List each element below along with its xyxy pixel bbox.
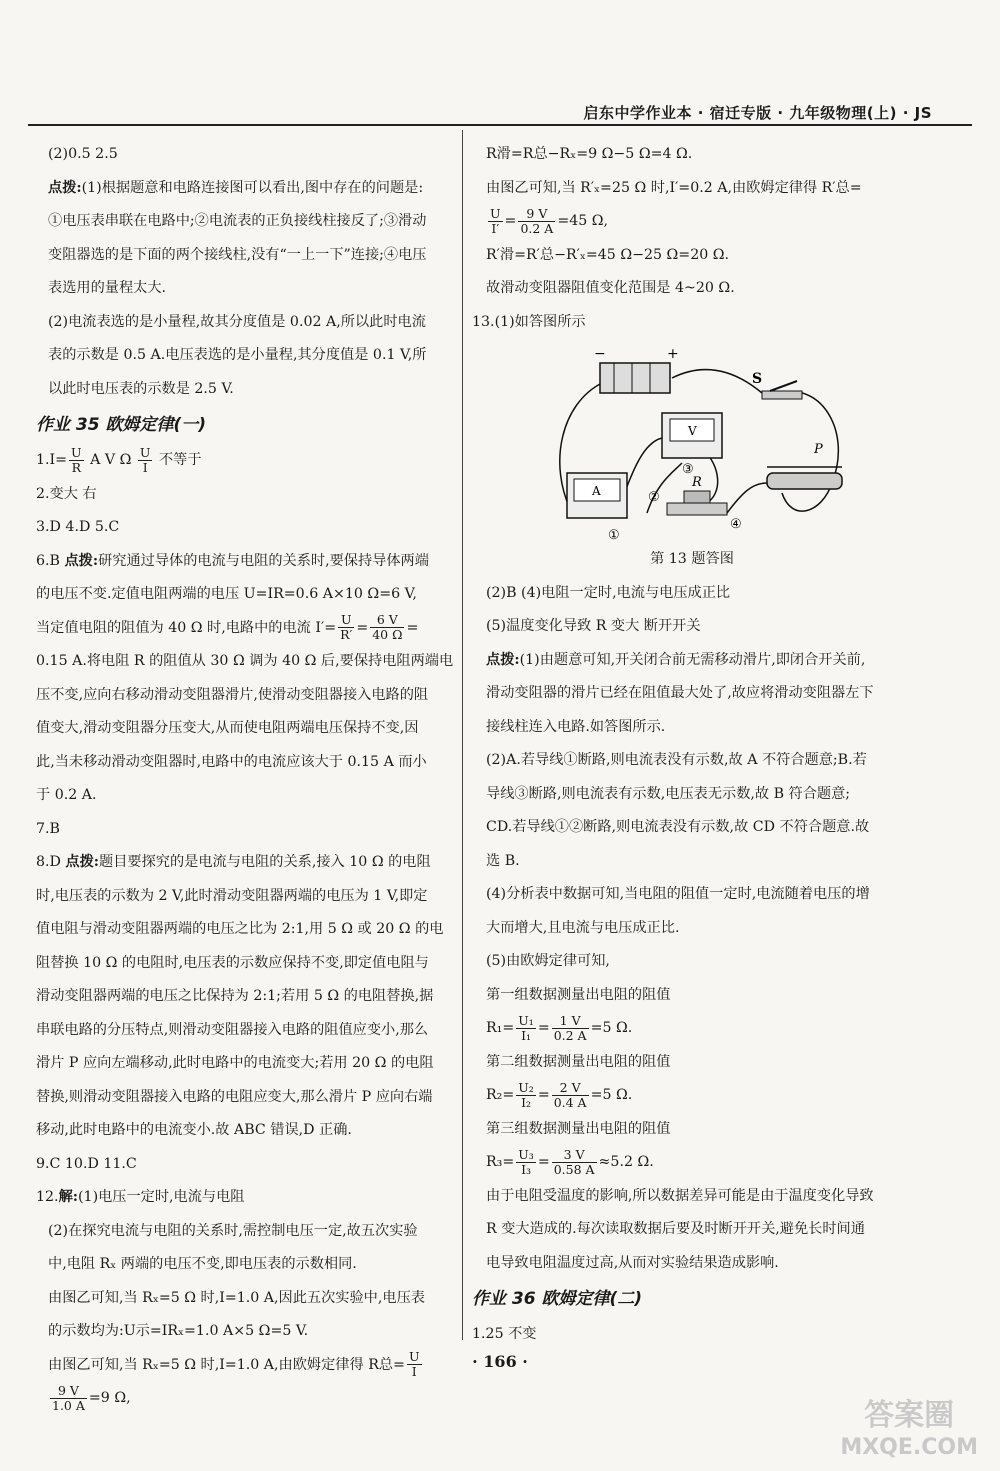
fraction — [50, 1384, 87, 1413]
fraction — [488, 207, 503, 236]
text-line: 此,当未移动滑动变阻器时,电路中的电流应该大于 0.15 A 而小 — [36, 753, 427, 770]
numerator: 1 V — [552, 1014, 589, 1029]
text-span: 不等于 — [154, 452, 202, 468]
text-span: =9 Ω, — [88, 1390, 131, 1406]
voltmeter-label: V — [688, 424, 697, 438]
page-header — [28, 98, 972, 126]
text-line: 中,电阻 Rₓ 两端的电压不变,即电压表的示数相同. — [48, 1256, 357, 1272]
text-span: 研究通过导体的电流与电阻的关系时,要保持导体两端 — [98, 552, 429, 569]
text-line: (5)温度变化导致 R 变大 断开开关 — [486, 618, 701, 634]
text-line: R滑=R总−Rₓ=9 Ω−5 Ω=4 Ω. — [486, 146, 693, 162]
text-line: 滑动变阻器的滑片已经在阻值最大处了,故应将滑动变阻器左下 — [486, 685, 874, 701]
fraction — [518, 207, 555, 236]
numerator: 6 V — [370, 613, 404, 628]
denominator: 40 Ω — [372, 627, 403, 642]
denominator: 0.2 A — [520, 220, 554, 236]
text-line — [472, 1079, 912, 1113]
text-span: 由图乙可知,当 Rₓ=5 Ω 时,I=1.0 A,由欧姆定律得 R总= — [48, 1356, 405, 1373]
resistor-label: R — [692, 475, 702, 490]
text-line — [472, 205, 912, 239]
text-line: ①电压表串联在电路中;②电流表的正负接线柱接反了;③滑动 — [48, 213, 427, 229]
hint-label: 点拨: — [48, 179, 82, 196]
wire-4 — [727, 483, 767, 513]
numerator: U — [71, 444, 82, 460]
wire-3-label: ③ — [682, 462, 694, 477]
wire-2-label: ② — [648, 490, 660, 505]
text-line: 的电压不变.定值电阻两端的电压 U=IR=0.6 A×10 Ω=6 V, — [36, 586, 417, 602]
denominator: R — [71, 459, 82, 475]
text-line: 由图乙可知,当 R′ₓ=25 Ω 时,I′=0.2 A,由欧姆定律得 R′总= — [486, 179, 862, 196]
text-line: 由于电阻受温度的影响,所以数据差异可能是由于温度变化导致 — [486, 1187, 874, 1204]
text-span: = — [406, 619, 419, 636]
q-number: 6.B — [36, 552, 65, 569]
numerator: 3 V — [552, 1148, 597, 1163]
text-span: (1)由题意可知,开关闭合前无需移动滑片,即闭合开关前, — [519, 651, 866, 668]
ammeter-label: A — [592, 484, 601, 498]
answer-2: 2.变大 右 — [36, 485, 97, 502]
denominator: 0.4 A — [553, 1094, 587, 1110]
numerator: U₁ — [518, 1012, 534, 1028]
circuit-svg — [552, 343, 852, 543]
switch-icon — [762, 391, 802, 399]
text-line: CD.若导线①②断路,则电流表没有示数,故 CD 不符合题意.故 — [486, 819, 870, 835]
text-line: 值电阻与滑动变阻器两端的电压之比为 2:1,用 5 Ω 或 20 Ω 的电 — [36, 921, 444, 937]
denominator: I′ — [491, 220, 500, 236]
text-line: 大而增大,且电流与电压成正比. — [486, 919, 680, 936]
hint-label: 点拨: — [65, 854, 100, 870]
numerator: U — [338, 613, 354, 628]
text-span: 当定值电阻的阻值为 40 Ω 时,电路中的电流 I′= — [36, 619, 337, 636]
text-line: 阻替换 10 Ω 的电阻时,电压表的示数应保持不变,即定值电阻与 — [36, 954, 429, 971]
denominator: 0.2 A — [553, 1027, 587, 1043]
text-line: 滑片 P 应向左端移动,此时电路中的电流变大;若用 20 Ω 的电阻 — [36, 1055, 434, 1071]
text-line — [472, 1146, 912, 1180]
text-span: R₃= — [486, 1154, 515, 1170]
text-line: (2)A.若导线①断路,则电流表没有示数,故 A 不符合题意;B.若 — [486, 752, 867, 768]
rheostat-icon — [767, 473, 842, 489]
text-line: (5)由欧姆定律可知, — [486, 953, 610, 969]
text-line: 0.15 A.将电阻 R 的阻值从 30 Ω 调为 40 Ω 后,要保持电阻两端电 — [36, 653, 454, 669]
text-line: 替换,则滑动变阻器接入电路的电阻应变大,那么滑片 P 应向右端 — [36, 1088, 433, 1105]
text-line: 滑动变阻器两端的电压之比保持为 2:1;若用 5 Ω 的电阻替换,据 — [36, 988, 434, 1004]
text-line: 由图乙可知,当 Rₓ=5 Ω 时,I=1.0 A,因此五次实验中,电压表 — [48, 1289, 425, 1306]
numerator: U₃ — [518, 1146, 534, 1162]
text-line: 第一组数据测量出电阻的阻值 — [486, 986, 671, 1003]
numerator: 2 V — [552, 1081, 589, 1096]
slider-label: P — [814, 442, 823, 457]
text-line — [36, 545, 456, 579]
denominator: R′ — [340, 627, 353, 642]
fraction — [138, 446, 153, 475]
fraction — [516, 1014, 536, 1043]
answer-9-11: 9.C 10.D 11.C — [36, 1155, 137, 1172]
answer-1 — [36, 444, 456, 478]
text-line — [472, 644, 912, 678]
formula-text: I= — [49, 452, 68, 468]
denominator: I₃ — [521, 1161, 532, 1177]
figure-caption: 第 13 题答图 — [650, 551, 734, 567]
text-line: 值变大,滑动变阻器分压变大,从而使电阻两端电压保持不变,因 — [36, 720, 419, 736]
resistor-base — [667, 503, 727, 515]
wire — [672, 370, 762, 393]
resistor-icon — [684, 491, 710, 503]
q-number: 12. — [36, 1189, 59, 1205]
watermark-logo — [840, 1400, 978, 1464]
text-span: = — [537, 1020, 550, 1036]
text-span: = — [537, 1154, 550, 1170]
numerator: U — [139, 444, 151, 460]
text-line: 时,电压表的示数为 2 V,此时滑动变阻器两端的电压为 1 V,即定 — [36, 887, 428, 904]
text-line: (2)电流表选的是小量程,故其分度值是 0.02 A,所以此时电流 — [48, 313, 426, 330]
text-span: A V Ω — [85, 452, 136, 468]
battery-plus-label: + — [667, 346, 679, 362]
text-line: 变阻器选的是下面的两个接线柱,没有“一上一下”连接;④电压 — [48, 246, 427, 263]
column-divider — [462, 130, 463, 1340]
text-line: R′滑=R′总−R′ₓ=45 Ω−25 Ω=20 Ω. — [486, 246, 730, 263]
watermark-url: MXQE.COM — [840, 1435, 978, 1460]
denominator: I₂ — [521, 1094, 532, 1110]
text-span: 题目要探究的是电流与电阻的关系,接入 10 Ω 的电阻 — [99, 854, 431, 870]
text-span: R₂= — [486, 1087, 515, 1103]
text-line: 第三组数据测量出电阻的阻值 — [486, 1120, 671, 1137]
text-line — [36, 172, 456, 206]
text-line: 电导致电阻温度过高,从而对实验结果造成影响. — [486, 1254, 779, 1271]
header-title: 启东中学作业本 · 宿迁专版 · 九年级物理(上) · JS — [583, 104, 932, 122]
wire-4-label: ④ — [730, 517, 742, 532]
text-span: =5 Ω. — [590, 1087, 633, 1103]
text-line — [36, 612, 456, 646]
text-line: 导线③断路,则电流表有示数,电压表无示数,故 B 符合题意; — [486, 785, 851, 802]
text-span: = — [504, 213, 517, 229]
switch-lever — [770, 381, 797, 391]
fraction — [552, 1014, 589, 1043]
numerator: U₂ — [518, 1079, 534, 1095]
denominator: 1.0 A — [52, 1397, 85, 1413]
wire — [782, 392, 838, 511]
q-number: 1. — [36, 452, 50, 468]
text-line: 以此时电压表的示数是 2.5 V. — [48, 380, 234, 397]
fraction — [338, 613, 354, 642]
fraction — [69, 446, 84, 475]
text-line — [472, 1012, 912, 1046]
fraction — [552, 1081, 589, 1110]
answer-3-5: 3.D 4.D 5.C — [36, 519, 120, 535]
solution-label: 解: — [58, 1189, 79, 1205]
hint-label: 点拨: — [64, 552, 99, 569]
fraction — [516, 1081, 536, 1110]
denominator: I — [142, 459, 148, 475]
text-line: 表选用的量程太大. — [48, 280, 167, 296]
numerator: 9 V — [518, 207, 555, 222]
denominator: 0.58 A — [553, 1161, 595, 1177]
right-column — [472, 138, 912, 1352]
text-line: 选 B. — [486, 852, 520, 869]
text-line — [36, 1181, 456, 1215]
battery-icon — [600, 363, 670, 393]
text-line: 表的示数是 0.5 A.电压表选的是小量程,其分度值是 0.1 V,所 — [48, 347, 427, 363]
denominator: I₁ — [521, 1027, 532, 1043]
switch-label: S — [752, 371, 763, 387]
text-line: (4)分析表中数据可知,当电阻的阻值一定时,电流随着电压的增 — [486, 886, 870, 902]
numerator: U — [408, 1349, 420, 1364]
numerator: 9 V — [50, 1384, 87, 1399]
battery-minus-label: − — [594, 346, 606, 362]
text-span: = — [537, 1087, 550, 1103]
fraction — [370, 613, 404, 642]
watermark-text: 答案圈 — [864, 1398, 955, 1433]
answer-7: 7.B — [36, 820, 60, 837]
page-number: · 166 · — [472, 1352, 528, 1371]
denominator: I — [411, 1364, 417, 1379]
text-line — [36, 1382, 456, 1416]
text-span: =45 Ω, — [557, 213, 609, 229]
text-line: 移动,此时电路中的电流变小.故 ABC 错误,D 正确. — [36, 1122, 352, 1138]
wire-1-label: ① — [608, 528, 620, 543]
text-line: (2)B (4)电阻一定时,电流与电压成正比 — [486, 584, 731, 601]
answer-13: 13.(1)如答图所示 — [472, 313, 586, 330]
text-line — [36, 846, 456, 880]
text-span: ≈5.2 Ω. — [598, 1154, 654, 1170]
hint-label: 点拨: — [486, 651, 520, 668]
text-line: 接线柱连入电路.如答图所示. — [486, 718, 666, 735]
section-title-35: 作业 35 欧姆定律(一) — [36, 415, 207, 435]
section-title-36: 作业 36 欧姆定律(二) — [472, 1289, 643, 1309]
fraction — [552, 1148, 597, 1177]
numerator: U — [490, 205, 501, 221]
text-span: (1)电压一定时,电流与电阻 — [78, 1189, 245, 1205]
text-span: R₁= — [486, 1020, 515, 1036]
answer-1: 1.25 不变 — [472, 1326, 537, 1342]
text-line: 于 0.2 A. — [36, 787, 97, 803]
text-span: =5 Ω. — [590, 1020, 633, 1036]
text-line: (2)在探究电流与电阻的关系时,需控制电压一定,故五次实验 — [48, 1222, 418, 1239]
text-line: 串联电路的分压特点,则滑动变阻器接入电路的阻值应变小,那么 — [36, 1021, 429, 1038]
text-line: 压不变,应向右移动滑动变阻器滑片,使滑动变阻器接入电路的阻 — [36, 686, 429, 703]
text-span: = — [356, 619, 369, 636]
text-line: 的示数均为:U示=IRₓ=1.0 A×5 Ω=5 V. — [48, 1323, 309, 1339]
text-line: 故滑动变阻器阻值变化范围是 4~20 Ω. — [486, 280, 735, 296]
text-line: (2)0.5 2.5 — [48, 146, 118, 162]
text-line: R 变大造成的.每次读取数据后要及时断开开关,避免长时间通 — [486, 1221, 865, 1237]
circuit-diagram — [552, 343, 852, 543]
left-column — [36, 138, 456, 1416]
text-span: (1)根据题意和电路连接图可以看出,图中存在的问题是: — [81, 179, 424, 196]
q-number: 8.D — [36, 854, 66, 870]
text-line: 第二组数据测量出电阻的阻值 — [486, 1053, 671, 1070]
fraction — [516, 1148, 536, 1177]
